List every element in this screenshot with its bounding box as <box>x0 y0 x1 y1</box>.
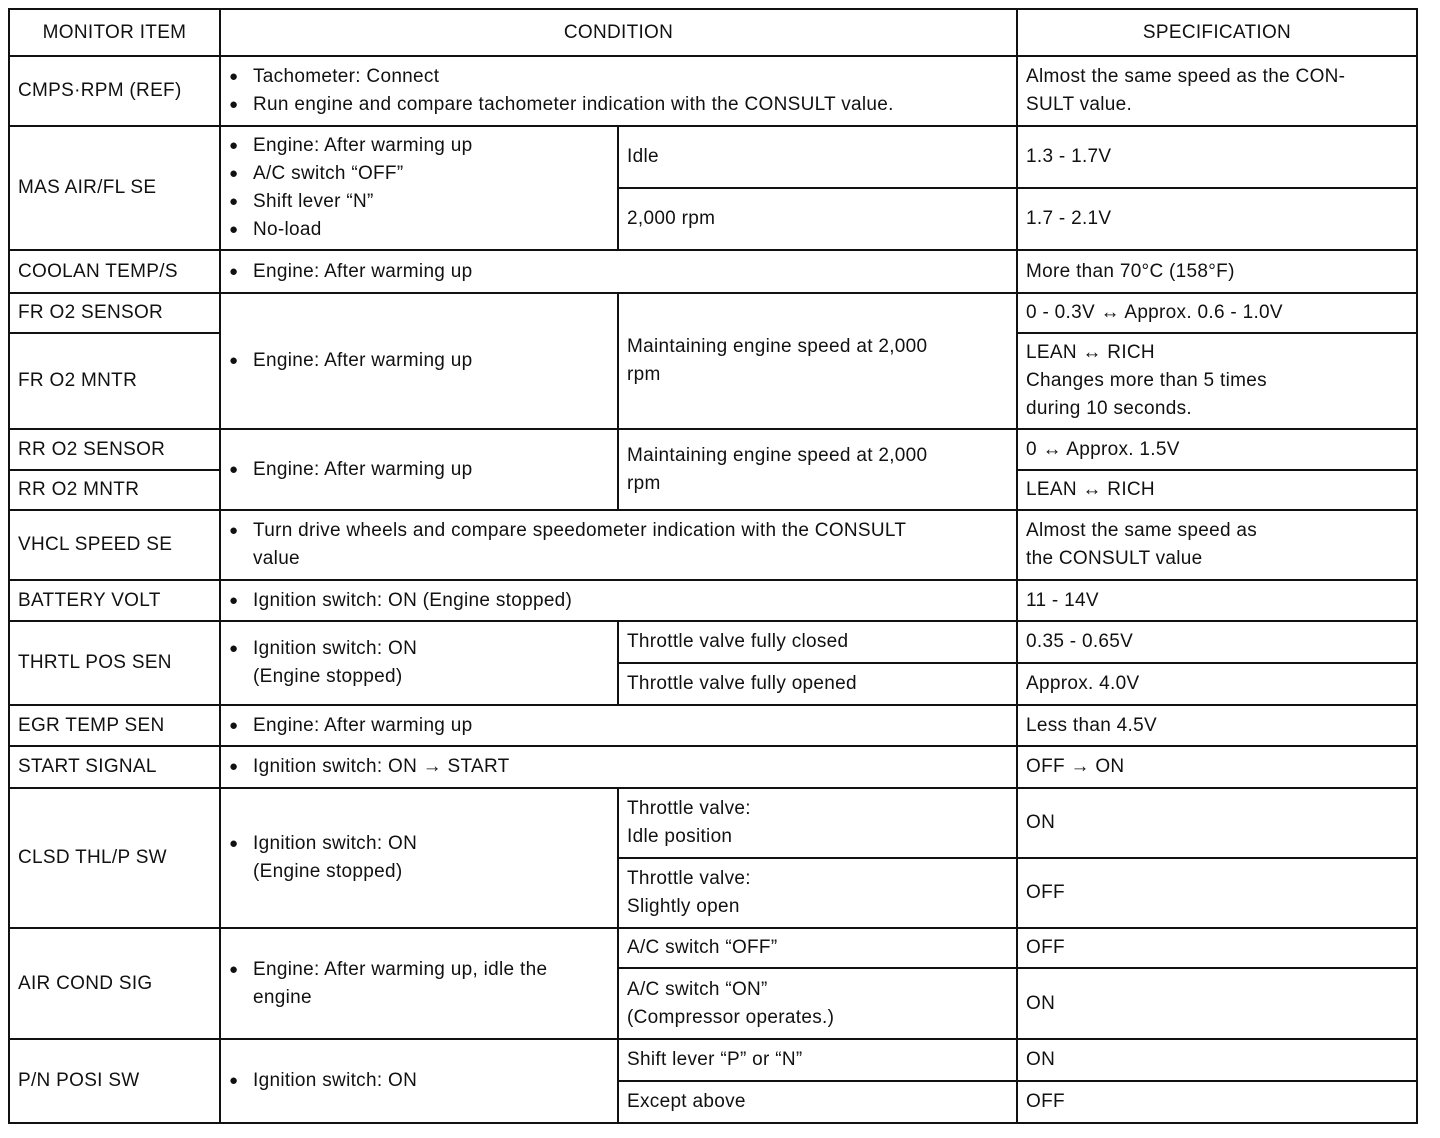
bullet-icon: ● <box>229 591 239 609</box>
condition-mas-air: ● Engine: After warming up ● A/C switch “OFF” ● Shift lever “N” ● No-load <box>220 126 618 250</box>
spec-clsd-open: OFF <box>1017 858 1417 928</box>
condition-fr-o2: ● Engine: After warming up <box>220 293 618 429</box>
condition-air-cond: ● Engine: After warming up, idle the engine <box>220 928 618 1039</box>
subcondition-ac-off: A/C switch “OFF” <box>618 928 1017 968</box>
condition-clsd-thl: ● Ignition switch: ON (Engine stopped) <box>220 788 618 928</box>
item-coolan-temp: COOLAN TEMP/S <box>9 250 220 293</box>
spec-pn-except: OFF <box>1017 1081 1417 1123</box>
bullet-icon: ● <box>229 96 239 113</box>
item-rr-o2-sensor: RR O2 SENSOR <box>9 429 220 470</box>
item-battery-volt: BATTERY VOLT <box>9 580 220 621</box>
bullet-icon: ● <box>229 221 239 238</box>
subcondition-pn-pn: Shift lever “P” or “N” <box>618 1039 1017 1081</box>
condition-pn-posi: ● Ignition switch: ON <box>220 1039 618 1123</box>
spec-cmps-rpm: Almost the same speed as the CON- SULT value. <box>1017 56 1417 126</box>
bullet-icon: ● <box>229 522 239 539</box>
item-clsd-thl: CLSD THL/P SW <box>9 788 220 928</box>
item-fr-o2-sensor: FR O2 SENSOR <box>9 293 220 333</box>
condition-vhcl-speed: ● Turn drive wheels and compare speedometer indication with the CONSULT value <box>220 510 1017 580</box>
spec-egr-temp: Less than 4.5V <box>1017 705 1417 746</box>
item-vhcl-speed: VHCL SPEED SE <box>9 510 220 580</box>
subcondition-pn-except: Except above <box>618 1081 1017 1123</box>
spec-battery-volt: 11 - 14V <box>1017 580 1417 621</box>
bullet-icon: ● <box>229 165 239 182</box>
condition-start-signal: ● Ignition switch: ON → START <box>220 746 1017 788</box>
item-pn-posi: P/N POSI SW <box>9 1039 220 1123</box>
spec-ac-on: ON <box>1017 968 1417 1039</box>
item-mas-air: MAS AIR/FL SE <box>9 126 220 250</box>
table-row <box>9 788 1417 858</box>
table-row <box>9 1039 1417 1081</box>
subcondition-thrtl-closed: Throttle valve fully closed <box>618 621 1017 663</box>
table-row <box>9 250 1417 293</box>
condition-rr-o2: ● Engine: After warming up <box>220 429 618 510</box>
bullet-icon: ● <box>229 262 239 280</box>
bullet-icon: ● <box>229 960 239 978</box>
spec-coolan-temp: More than 70°C (158°F) <box>1017 250 1417 293</box>
item-cmps-rpm: CMPS·RPM (REF) <box>9 56 220 126</box>
header-row <box>9 9 1417 56</box>
spec-fr-o2-sensor: 0 - 0.3V ↔ Approx. 0.6 - 1.0V <box>1017 293 1417 333</box>
spec-rr-o2-mntr: LEAN ↔ RICH <box>1017 470 1417 510</box>
item-egr-temp: EGR TEMP SEN <box>9 705 220 746</box>
bullet-icon: ● <box>229 352 239 369</box>
subcondition-clsd-idle: Throttle valve: Idle position <box>618 788 1017 858</box>
table-row <box>9 928 1417 968</box>
header-monitor-item: MONITOR ITEM <box>9 9 220 56</box>
bullet-icon: ● <box>229 758 239 775</box>
table-row <box>9 580 1417 621</box>
table-row <box>9 705 1417 746</box>
table-row <box>9 293 1417 333</box>
item-air-cond: AIR COND SIG <box>9 928 220 1039</box>
spec-start-signal: OFF → ON <box>1017 746 1417 788</box>
item-fr-o2-mntr: FR O2 MNTR <box>9 333 220 429</box>
spec-vhcl-speed: Almost the same speed as the CONSULT value <box>1017 510 1417 580</box>
table-row <box>9 429 1417 470</box>
spec-fr-o2-mntr: LEAN ↔ RICH Changes more than 5 times during 10 seconds. <box>1017 333 1417 429</box>
table-row <box>9 746 1417 788</box>
bullet-icon: ● <box>229 835 239 852</box>
table-row <box>9 126 1417 188</box>
subcondition-rr-o2: Maintaining engine speed at 2,000 rpm <box>618 429 1017 510</box>
spec-rr-o2-sensor: 0 ↔ Approx. 1.5V <box>1017 429 1417 470</box>
spec-thrtl-closed: 0.35 - 0.65V <box>1017 621 1417 663</box>
table-row <box>9 510 1417 580</box>
spec-pn-pn: ON <box>1017 1039 1417 1081</box>
header-condition: CONDITION <box>220 9 1017 56</box>
bullet-icon: ● <box>229 460 239 478</box>
bullet-icon: ● <box>229 1072 239 1089</box>
subcondition-mas-air-idle: Idle <box>618 126 1017 188</box>
bullet-icon: ● <box>229 137 239 154</box>
item-start-signal: START SIGNAL <box>9 746 220 788</box>
subcondition-fr-o2: Maintaining engine speed at 2,000 rpm <box>618 293 1017 429</box>
condition-coolan-temp: ● Engine: After warming up <box>220 250 1017 293</box>
table-row <box>9 621 1417 663</box>
spec-mas-air-idle: 1.3 - 1.7V <box>1017 126 1417 188</box>
consult-monitor-table <box>8 8 1418 1124</box>
table-row <box>9 56 1417 126</box>
item-thrtl-pos: THRTL POS SEN <box>9 621 220 705</box>
spec-ac-off: OFF <box>1017 928 1417 968</box>
condition-battery-volt: ● Ignition switch: ON (Engine stopped) <box>220 580 1017 621</box>
subcondition-mas-air-2000: 2,000 rpm <box>618 188 1017 250</box>
spec-mas-air-2000: 1.7 - 2.1V <box>1017 188 1417 250</box>
condition-egr-temp: ● Engine: After warming up <box>220 705 1017 746</box>
bullet-icon: ● <box>229 68 239 85</box>
item-rr-o2-mntr: RR O2 MNTR <box>9 470 220 510</box>
condition-thrtl-pos: ● Ignition switch: ON (Engine stopped) <box>220 621 618 705</box>
bullet-icon: ● <box>229 193 239 210</box>
bullet-icon: ● <box>229 640 239 657</box>
subcondition-thrtl-opened: Throttle valve fully opened <box>618 663 1017 705</box>
header-specification: SPECIFICATION <box>1017 9 1417 56</box>
subcondition-clsd-open: Throttle valve: Slightly open <box>618 858 1017 928</box>
spec-clsd-idle: ON <box>1017 788 1417 858</box>
bullet-icon: ● <box>229 716 239 734</box>
spec-thrtl-opened: Approx. 4.0V <box>1017 663 1417 705</box>
subcondition-ac-on: A/C switch “ON” (Compressor operates.) <box>618 968 1017 1039</box>
condition-cmps-rpm: ● Tachometer: Connect ● Run engine and compare tachometer indication with the CONSULT value. <box>220 56 1017 126</box>
